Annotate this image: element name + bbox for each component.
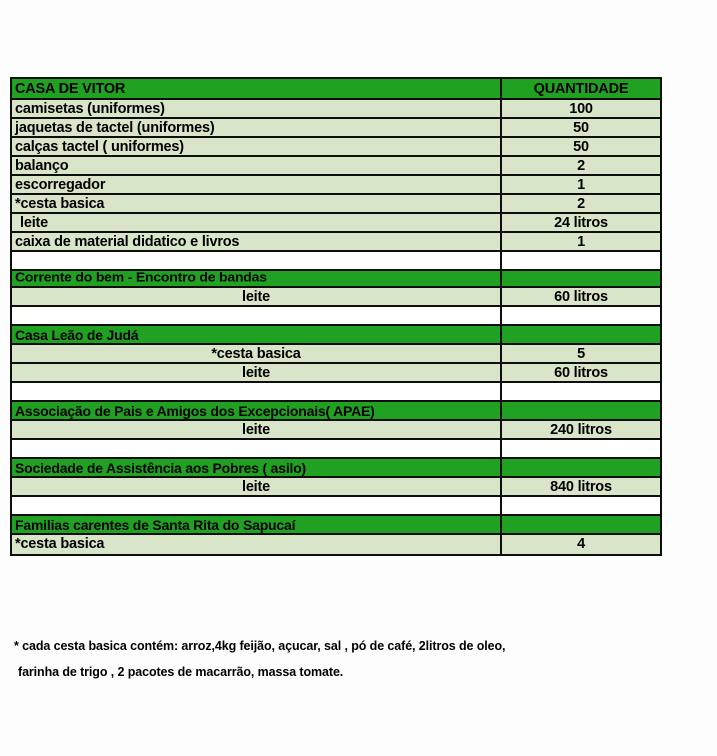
- table-row: [12, 214, 660, 233]
- item-label: Casa Leão de Judá: [15, 327, 139, 343]
- item-label: leite: [241, 289, 270, 305]
- quantity-value: 24 litros: [554, 215, 608, 231]
- item-name-cell: [12, 288, 502, 305]
- quantity-value: 1: [577, 234, 585, 250]
- blank-item-cell: [12, 497, 502, 514]
- blank-quantity-cell: [502, 252, 660, 269]
- item-label: caixa de material didatico e livros: [15, 234, 240, 250]
- item-label: jaquetas de tactel (uniformes): [15, 120, 215, 136]
- item-name-cell: [12, 138, 502, 155]
- quantity-cell: [502, 176, 660, 193]
- quantity-value: 2: [577, 196, 585, 212]
- quantity-value: 60 litros: [554, 289, 608, 305]
- quantity-cell: [502, 535, 660, 554]
- item-label: Associação de Pais e Amigos dos Excepcionais( APAE): [15, 403, 375, 419]
- quantity-column-header-cell: [502, 79, 660, 98]
- item-label: Familias carentes de Santa Rita do Sapucaí: [15, 517, 296, 533]
- item-name-cell: [12, 478, 502, 495]
- blank-quantity-cell: [502, 307, 660, 324]
- quantity-cell: [502, 478, 660, 495]
- item-label: *cesta basica: [15, 536, 105, 552]
- table-row: [12, 233, 660, 252]
- item-name-cell: [12, 421, 502, 438]
- item-name-cell: [12, 233, 502, 250]
- quantity-value: 60 litros: [554, 365, 608, 381]
- item-label: Sociedade de Assistência aos Pobres ( asilo): [15, 460, 307, 476]
- quantity-value: 100: [569, 101, 593, 117]
- table-row: [12, 364, 660, 383]
- item-name-cell: [12, 214, 502, 231]
- item-label: leite: [241, 365, 270, 381]
- item-label: CASA DE VITOR: [15, 81, 126, 97]
- item-label: *cesta basica: [211, 346, 301, 362]
- quantity-cell: [502, 233, 660, 250]
- quantity-value: 5: [577, 346, 585, 362]
- footnote-line-1: * cada cesta basica contém: arroz,4kg feijão, açucar, sal , pó de café, 2litros de oleo,: [14, 639, 506, 653]
- item-label: balanço: [15, 158, 69, 174]
- blank-row: [12, 383, 660, 402]
- section-header-row: [12, 402, 660, 421]
- section-quantity-cell: [502, 516, 660, 533]
- table-row: [12, 176, 660, 195]
- item-name-cell: [12, 157, 502, 174]
- table-row: [12, 345, 660, 364]
- quantity-cell: [502, 345, 660, 362]
- item-name-cell: [12, 100, 502, 117]
- blank-quantity-cell: [502, 383, 660, 400]
- blank-item-cell: [12, 307, 502, 324]
- section-header-row: [12, 326, 660, 345]
- item-label: Corrente do bem - Encontro de bandas: [15, 271, 267, 285]
- section-title-cell: [12, 271, 502, 286]
- blank-quantity-cell: [502, 440, 660, 457]
- section-header-row: [12, 271, 660, 288]
- donations-table: [10, 77, 662, 556]
- section-quantity-cell: [502, 459, 660, 476]
- table-header-row: [12, 79, 660, 100]
- blank-item-cell: [12, 383, 502, 400]
- quantity-value: 4: [577, 536, 585, 552]
- blank-item-cell: [12, 440, 502, 457]
- item-label: leite: [241, 479, 270, 495]
- item-label: escorregador: [15, 177, 106, 193]
- quantity-value: 840 litros: [550, 479, 612, 495]
- section-title-cell: [12, 326, 502, 343]
- quantity-cell: [502, 214, 660, 231]
- quantity-value: 50: [573, 120, 589, 136]
- section-header-row: [12, 516, 660, 535]
- item-label: camisetas (uniformes): [15, 101, 165, 117]
- quantity-cell: [502, 288, 660, 305]
- blank-item-cell: [12, 252, 502, 269]
- quantity-cell: [502, 195, 660, 212]
- table-row: [12, 157, 660, 176]
- table-row: [12, 535, 660, 554]
- blank-row: [12, 497, 660, 516]
- quantity-value: 2: [577, 158, 585, 174]
- table-row: [12, 138, 660, 157]
- item-name-cell: [12, 176, 502, 193]
- table-row: [12, 478, 660, 497]
- table-row: [12, 119, 660, 138]
- quantity-cell: [502, 138, 660, 155]
- item-name-cell: [12, 195, 502, 212]
- item-label: calças tactel ( uniformes): [15, 139, 184, 155]
- section-header-row: [12, 459, 660, 478]
- table-row: [12, 195, 660, 214]
- section-quantity-cell: [502, 271, 660, 286]
- section-quantity-cell: [502, 402, 660, 419]
- item-label: leite: [20, 215, 49, 231]
- quantity-value: 50: [573, 139, 589, 155]
- item-label: leite: [241, 422, 270, 438]
- blank-row: [12, 252, 660, 271]
- footnote: [14, 633, 505, 685]
- quantity-cell: [502, 100, 660, 117]
- quantity-value: 240 litros: [550, 422, 612, 438]
- section-quantity-cell: [502, 326, 660, 343]
- blank-row: [12, 307, 660, 326]
- item-label: *cesta basica: [15, 196, 105, 212]
- item-name-cell: [12, 119, 502, 136]
- item-column-header-cell: [12, 79, 502, 98]
- quantity-value: QUANTIDADE: [533, 81, 629, 97]
- blank-row: [12, 440, 660, 459]
- section-title-cell: [12, 516, 502, 533]
- table-row: [12, 100, 660, 119]
- item-name-cell: [12, 535, 502, 554]
- footnote-line-2: farinha de trigo , 2 pacotes de macarrão, massa tomate.: [18, 665, 344, 679]
- blank-quantity-cell: [502, 497, 660, 514]
- item-name-cell: [12, 364, 502, 381]
- quantity-value: 1: [577, 177, 585, 193]
- quantity-cell: [502, 157, 660, 174]
- quantity-cell: [502, 364, 660, 381]
- quantity-cell: [502, 421, 660, 438]
- section-title-cell: [12, 402, 502, 419]
- section-title-cell: [12, 459, 502, 476]
- table-row: [12, 288, 660, 307]
- quantity-cell: [502, 119, 660, 136]
- table-row: [12, 421, 660, 440]
- item-name-cell: [12, 345, 502, 362]
